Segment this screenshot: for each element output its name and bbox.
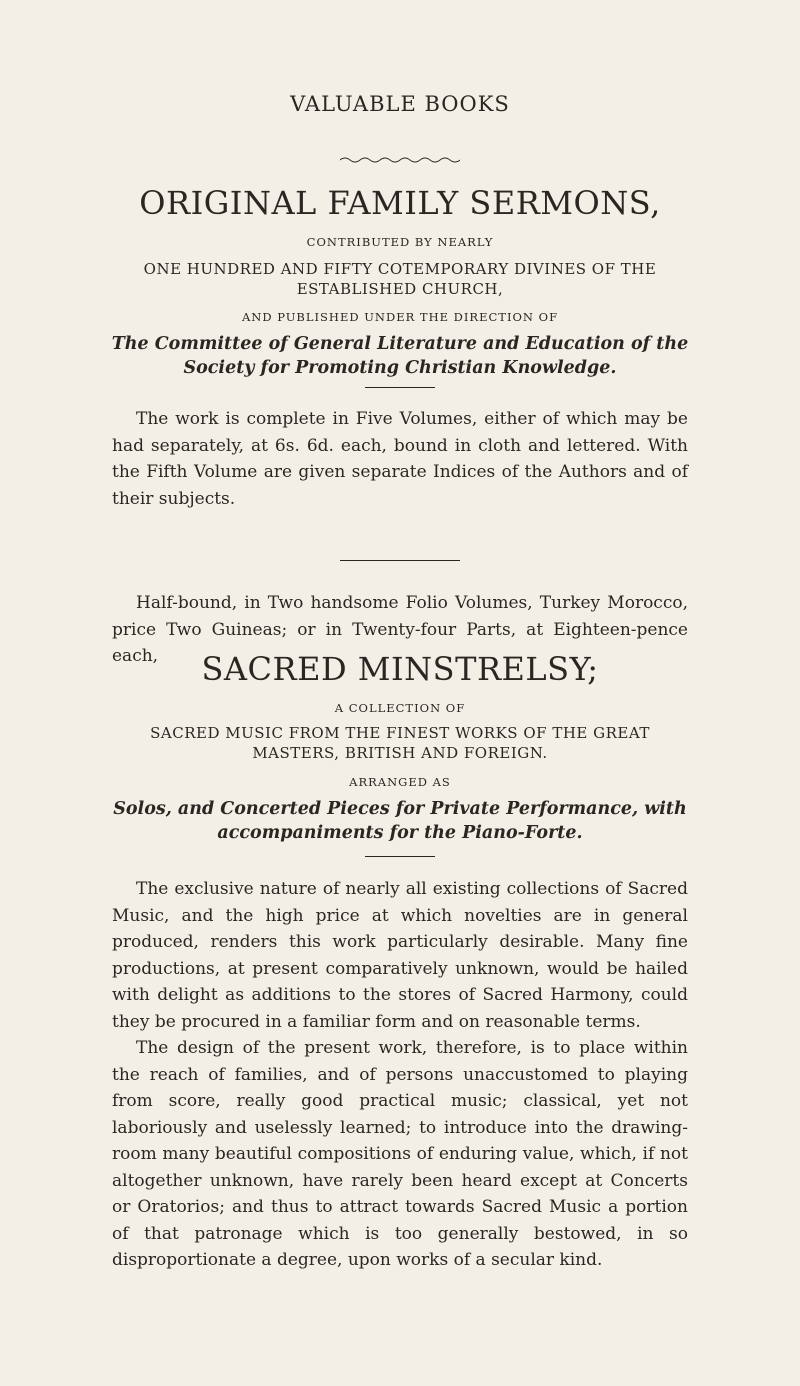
divider — [365, 387, 435, 388]
book1-published: AND PUBLISHED UNDER THE DIRECTION OF — [241, 310, 559, 324]
page-header: VALUABLE BOOKS — [290, 92, 510, 116]
book2-binding-text: Half-bound, in Two handsome Folio Volumes, Turkey Morocco, price Two Guineas; or in Twenty-four Parts, at Eighteen-pence each, — [112, 593, 688, 666]
book2-solos: Solos, and Concerted Pieces for Private Performance, with accompaniments for the Piano-Forte. — [113, 799, 687, 843]
book1-title: ORIGINAL FAMILY SERMONS, — [139, 184, 661, 222]
book2-paragraph-1: The exclusive nature of nearly all existing collections of Sacred Music, and the high price at which novelties are in general produced, renders this work particularly desirable. Many fine productions, at present comparatively unknown, would be hailed with delight as additions to the stores of Sacred Harmony, could they be procured in a familiar form and on reasonable terms. — [112, 879, 688, 1032]
divider — [340, 560, 460, 561]
book2-title: SACRED MINSTRELSY; — [201, 650, 599, 688]
book2-paragraph-2: The design of the present work, therefore, is to place within the reach of families, and of persons unaccustomed to playing from score, really good practical music; classical, yet not laboriously and uselessly learned; to introduce into the drawing-room many beautiful compositions of enduring value, which, if not altogether unknown, have rarely been heard except at Concerts or Oratorios; and thus to attract towards Sacred Music a portion of that patronage which is too generally bestowed, in so disproportionate a degree, upon works of a secular kind. — [112, 1038, 688, 1270]
book1-description — [112, 406, 688, 512]
book2-paragraphs — [112, 876, 688, 1274]
book2-collection: A COLLECTION OF — [334, 701, 466, 715]
divider — [365, 856, 435, 857]
book1-committee: The Committee of General Literature and Education of the Society for Promoting Christian Knowledge. — [111, 334, 689, 378]
book2-music: SACRED MUSIC FROM THE FINEST WORKS OF THE GREAT MASTERS, BRITISH AND FOREIGN. — [150, 724, 650, 762]
book1-contributed: CONTRIBUTED BY NEARLY — [306, 235, 494, 249]
book1-divines: ONE HUNDRED AND FIFTY COTEMPORARY DIVINES OF THE ESTABLISHED CHURCH, — [143, 260, 657, 298]
book2-arranged: ARRANGED AS — [349, 775, 451, 789]
book1-description-text: The work is complete in Five Volumes, either of which may be had separately, at 6s. 6d. each, bound in cloth and lettered. With the Fifth Volume are given separate Indices of the Authors and of their subjects. — [112, 409, 688, 509]
ornament-rule — [340, 156, 460, 164]
